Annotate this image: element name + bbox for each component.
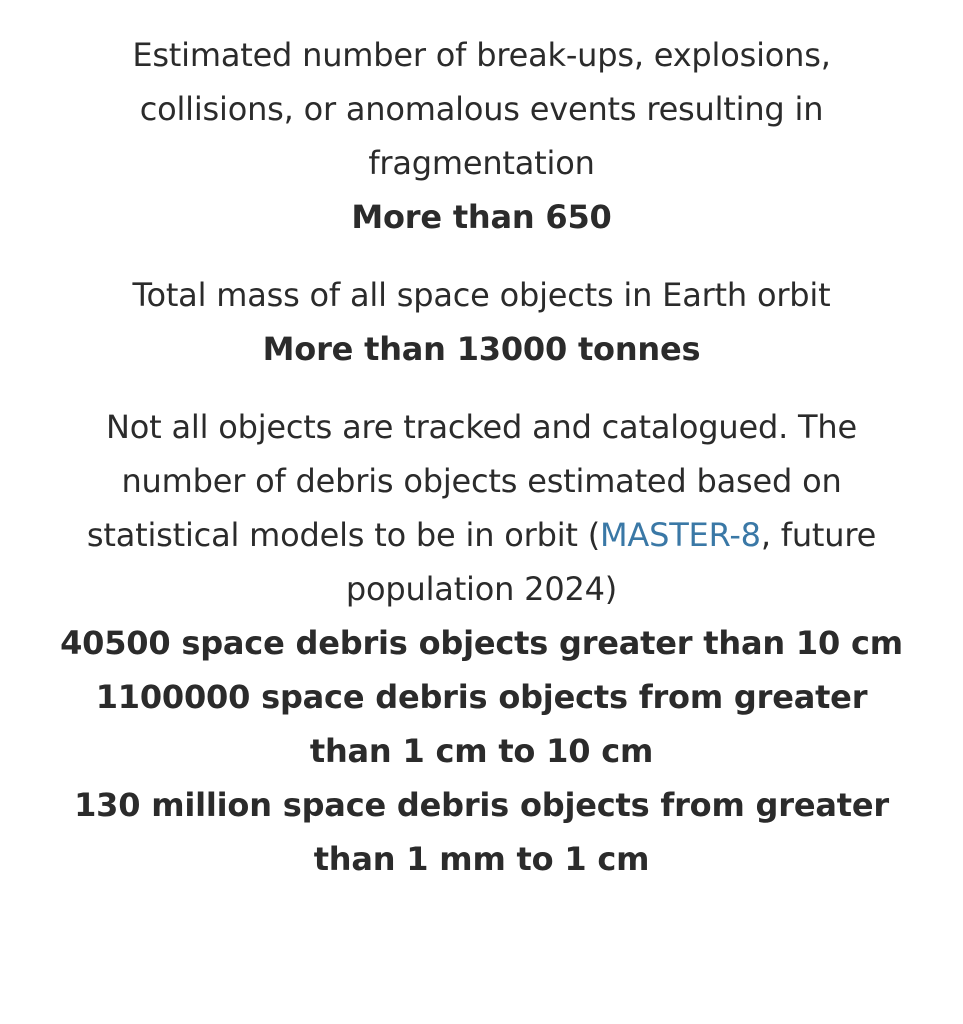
debris-count-over-10cm: 40500 space debris objects greater than 10 cm bbox=[60, 624, 903, 662]
tracking-note-text: Not all objects are tracked and catalogued. The number of debris objects estimated based on statistical models to be in orbit ( bbox=[86, 408, 857, 554]
total-mass-label: Total mass of all space objects in Earth orbit bbox=[132, 276, 831, 314]
total-mass-stat bbox=[60, 268, 903, 376]
fragmentation-events-label: Estimated number of break-ups, explosions, collisions, or anomalous events resulting in fragmentation bbox=[132, 36, 831, 182]
tracking-note bbox=[60, 400, 903, 616]
debris-estimates bbox=[60, 400, 903, 886]
total-mass-value: More than 13000 tonnes bbox=[262, 330, 701, 368]
debris-count-1mm-to-1cm: 130 million space debris objects from greater than 1 mm to 1 cm bbox=[74, 786, 889, 878]
master-8-link[interactable]: MASTER-8 bbox=[600, 516, 761, 554]
fragmentation-events-stat bbox=[60, 28, 903, 244]
tracking-note-text-end: , future population 2024) bbox=[345, 516, 877, 608]
fragmentation-events-value: More than 650 bbox=[351, 198, 612, 236]
debris-count-1cm-to-10cm: 1100000 space debris objects from greater than 1 cm to 10 cm bbox=[95, 678, 868, 770]
